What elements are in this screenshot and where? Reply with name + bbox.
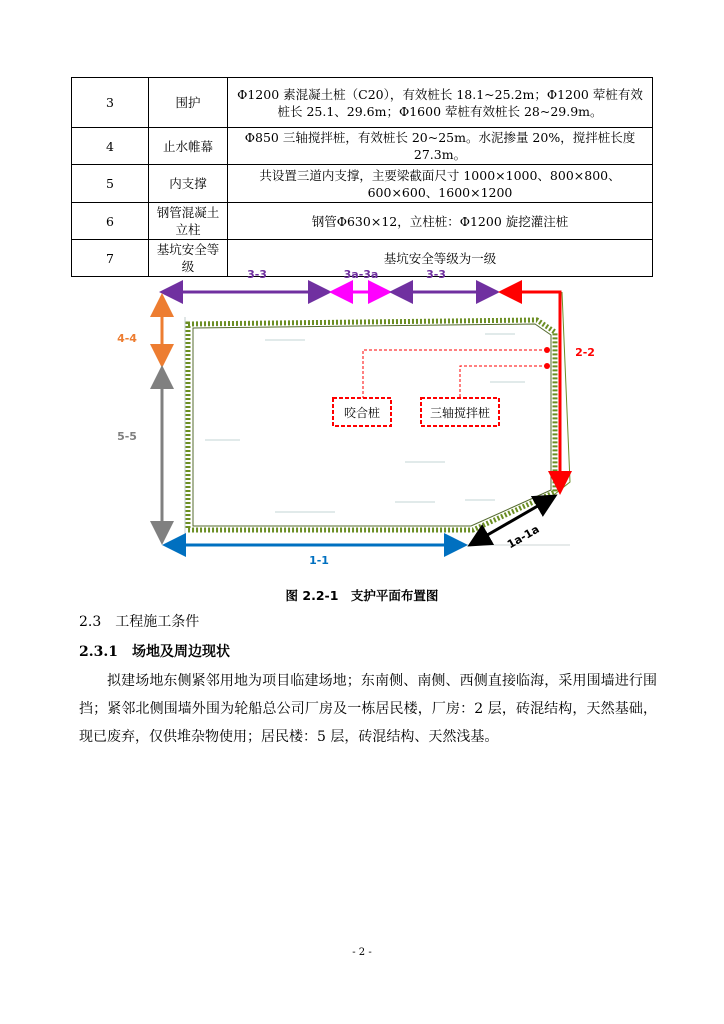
row-item: 钢管混凝土立柱 — [149, 203, 228, 240]
support-spec-table — [71, 77, 653, 277]
row-description: 共设置三道内支撑，主要梁截面尺寸 1000×1000、800×800、600×600、1600×1200 — [228, 165, 653, 203]
table-row — [72, 128, 653, 165]
label-3-3-right: 3-3 — [426, 268, 446, 281]
label-1a-1a: 1a-1a — [504, 522, 542, 552]
row-item: 内支撑 — [149, 165, 228, 203]
row-description: Φ1200 素混凝土桩（C20），有效桩长 18.1~25.2m；Φ1200 荤桩有效桩长 25.1、29.6m；Φ1600 荤桩有效桩长 28~29.9m。 — [228, 78, 653, 128]
page-number: - 2 - — [352, 947, 372, 958]
leader-lines — [363, 350, 547, 398]
row-number: 7 — [72, 240, 149, 277]
table-row — [72, 165, 653, 203]
row-number: 6 — [72, 203, 149, 240]
label-2-2: 2-2 — [575, 346, 595, 359]
label-3a-3a: 3a-3a — [343, 268, 379, 281]
leader-dot — [544, 347, 550, 353]
bite-pile-label: 咬合桩 — [343, 406, 381, 420]
row-number: 3 — [72, 78, 149, 128]
table-row — [72, 203, 653, 240]
row-number: 4 — [72, 128, 149, 165]
label-5-5: 5-5 — [117, 430, 137, 443]
support-plan-figure — [105, 262, 625, 582]
table-row — [72, 78, 653, 128]
row-item: 止水帷幕 — [149, 128, 228, 165]
row-description: 钢管Φ630×12，立柱桩：Φ1200 旋挖灌注桩 — [228, 203, 653, 240]
section-heading: 2.3 工程施工条件 — [79, 614, 200, 630]
label-4-4: 4-4 — [117, 332, 137, 345]
row-number: 5 — [72, 165, 149, 203]
mixing-pile-label: 三轴搅拌桩 — [429, 406, 491, 420]
row-item: 基坑安全等级 — [149, 240, 228, 277]
label-3-3-left: 3-3 — [247, 268, 267, 281]
row-description: 基坑安全等级为一级 — [228, 240, 653, 277]
label-1-1: 1-1 — [309, 554, 329, 567]
row-description: Φ850 三轴搅拌桩，有效桩长 20~25m。水泥掺量 20%，搅拌桩长度 27.3m。 — [228, 128, 653, 165]
leader-dot — [544, 363, 550, 369]
figure-caption: 图 2.2-1 支护平面布置图 — [285, 588, 439, 603]
body-paragraph: 拟建场地东侧紧邻用地为项目临建场地；东南侧、南侧、西侧直接临海，采用围墙进行围挡；紧邻北侧围墙外围为轮船总公司厂房及一栋居民楼，厂房：2 层，砖混结构，天然基础，现已废弃，仅供堆杂物使用；居民楼：5 层，砖混结构、天然浅基。 — [79, 673, 657, 745]
row-item: 围护 — [149, 78, 228, 128]
subsection-heading: 2.3.1 场地及周边现状 — [79, 644, 230, 660]
